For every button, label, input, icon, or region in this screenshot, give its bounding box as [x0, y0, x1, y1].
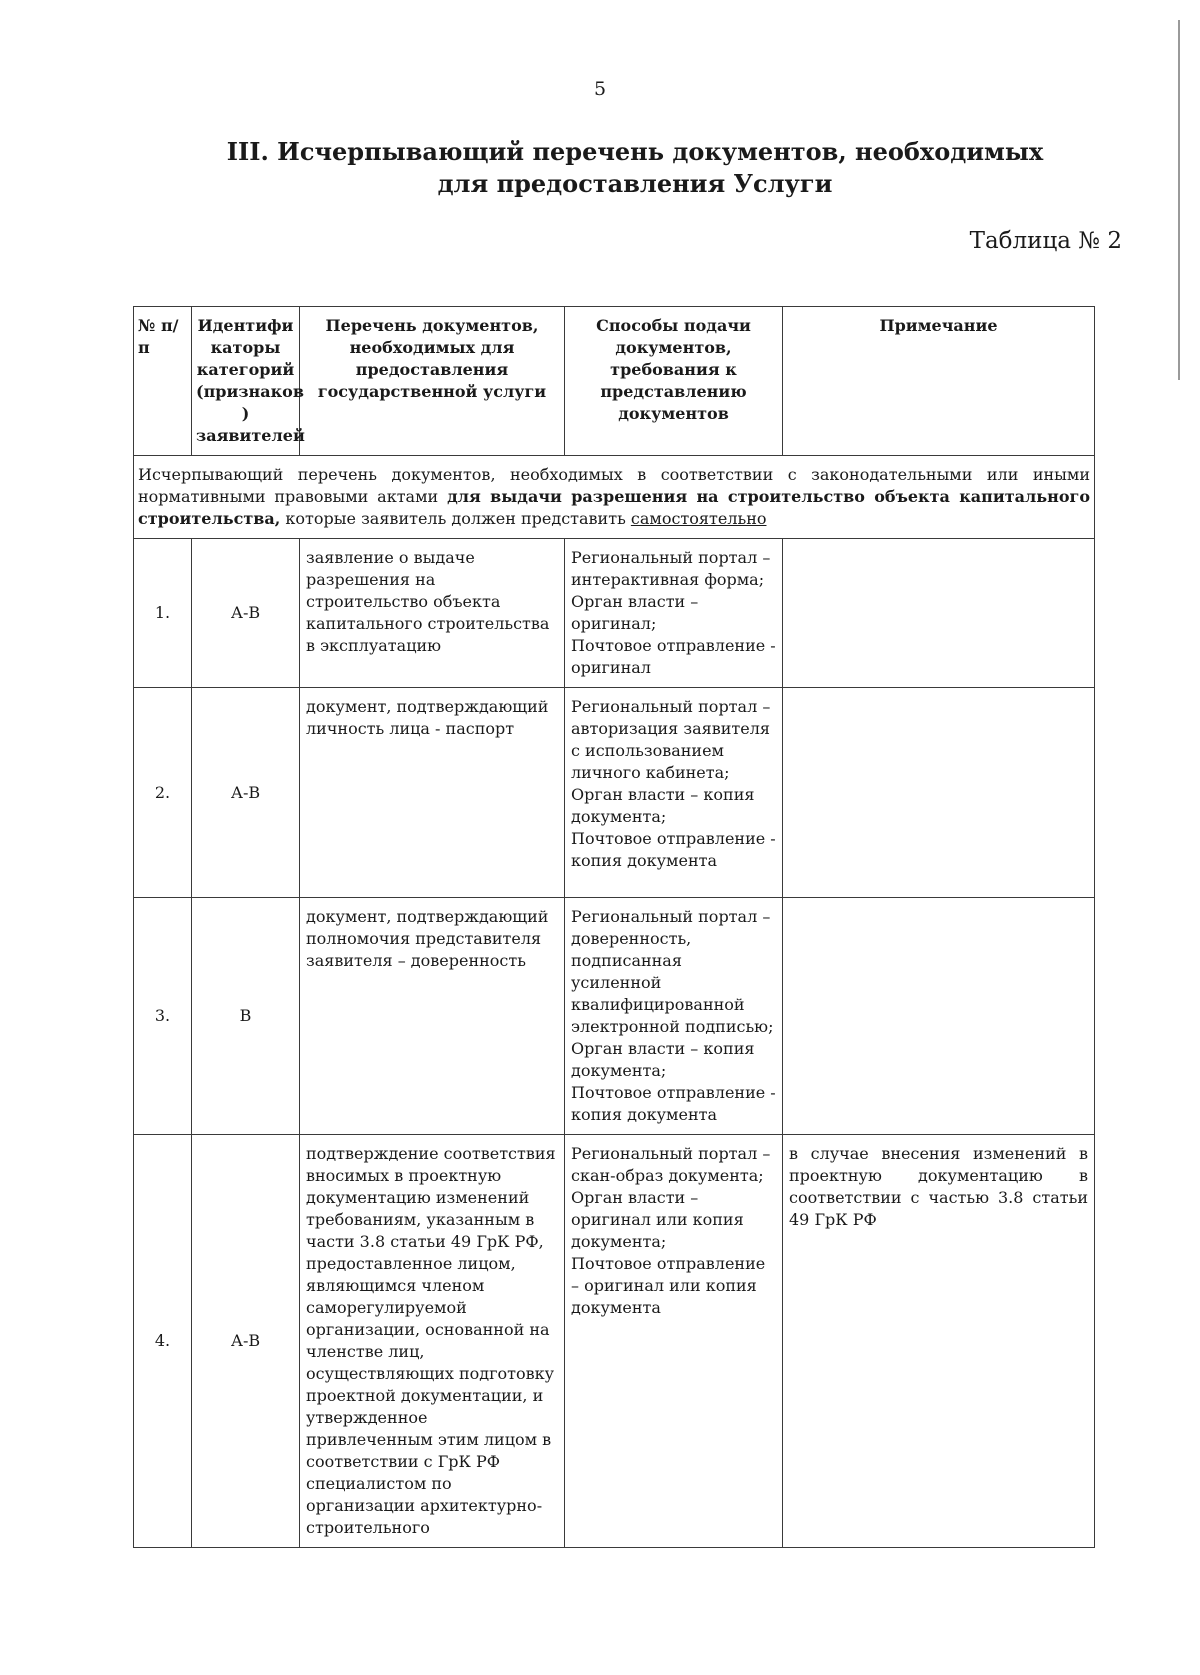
- section-description: [134, 456, 1095, 539]
- row-document: заявление о выдаче разрешения на строительство объекта капитального строительства в эксплуатацию: [300, 539, 565, 688]
- section-text-mid: которые заявитель должен представить: [285, 509, 626, 528]
- row-note: [783, 688, 1095, 898]
- row-document: подтверждение соответствия вносимых в проектную документацию изменений требованиям, указанным в части 3.8 статьи 49 ГрК РФ, предоставленное лицом, являющимся членом саморегулируемой организации, основанной на членстве лиц, осуществляющих подготовку проектной документации, и утвержденное привлеченным этим лицом в соответствии с ГрК РФ специалистом по организации архитектурно-строительного: [300, 1135, 565, 1548]
- table-row: [134, 898, 1095, 1135]
- method-line: Региональный портал – доверенность, подписанная усиленной квалифицированной электронной подписью;: [571, 907, 774, 1036]
- scan-edge-line: [1178, 20, 1180, 380]
- header-methods: Способы подачи документов, требования к представлению документов: [565, 307, 783, 456]
- row-category: А-В: [192, 1135, 300, 1548]
- method-line: Орган власти – копия документа;: [571, 1039, 755, 1080]
- row-category: А-В: [192, 688, 300, 898]
- documents-table: [133, 306, 1095, 1548]
- row-number: 3.: [134, 898, 192, 1135]
- method-line: Региональный портал – авторизация заявителя с использованием личного кабинета;: [571, 697, 771, 782]
- table-row: [134, 539, 1095, 688]
- row-category: А-В: [192, 539, 300, 688]
- section-title-line-2: для предоставления Услуги: [437, 169, 833, 198]
- method-line: Орган власти – оригинал;: [571, 592, 699, 633]
- table-label: Таблица № 2: [969, 228, 1122, 254]
- header-documents: Перечень документов, необходимых для предоставления государственной услуги: [300, 307, 565, 456]
- row-note: [783, 898, 1095, 1135]
- section-row: [134, 456, 1095, 539]
- method-line: Почтовое отправление – оригинал или копия документа: [571, 1254, 766, 1317]
- header-category: Идентифи каторы категорий (признаков ) заявителей: [192, 307, 300, 456]
- row-methods: [565, 1135, 783, 1548]
- section-text-underlined: самостоятельно: [630, 509, 767, 528]
- page-number: 5: [593, 78, 607, 100]
- section-title: [160, 136, 1110, 200]
- method-line: Региональный портал – интерактивная форма;: [571, 548, 771, 589]
- header-number: № п/п: [134, 307, 192, 456]
- table-row: [134, 688, 1095, 898]
- section-title-line-1: III. Исчерпывающий перечень документов, необходимых: [226, 137, 1044, 166]
- method-line: Орган власти – оригинал или копия документа;: [571, 1188, 744, 1251]
- row-methods: [565, 688, 783, 898]
- row-document: документ, подтверждающий личность лица - паспорт: [300, 688, 565, 898]
- row-methods: [565, 539, 783, 688]
- row-category: В: [192, 898, 300, 1135]
- table-header-row: [134, 307, 1095, 456]
- documents-table-wrapper: [133, 306, 1094, 1548]
- section-text-start: Исчерпывающий перечень документов, необходимых в соответствии с законодательными или иными нормативными правовыми актами: [138, 465, 1090, 506]
- row-number: 2.: [134, 688, 192, 898]
- row-note: [783, 539, 1095, 688]
- method-line: Почтовое отправление - копия документа: [571, 829, 776, 870]
- table-row: [134, 1135, 1095, 1548]
- method-line: Почтовое отправление - оригинал: [571, 636, 776, 677]
- row-methods: [565, 898, 783, 1135]
- row-note: в случае внесения изменений в проектную документацию в соответствии с частью 3.8 статьи 49 ГрК РФ: [783, 1135, 1095, 1548]
- section-text-bold: для выдачи разрешения на строительство объекта капитального строительства,: [138, 487, 1090, 528]
- row-number: 4.: [134, 1135, 192, 1548]
- row-document: документ, подтверждающий полномочия представителя заявителя – доверенность: [300, 898, 565, 1135]
- method-line: Орган власти – копия документа;: [571, 785, 755, 826]
- method-line: Региональный портал – скан-образ документа;: [571, 1144, 771, 1185]
- method-line: Почтовое отправление - копия документа: [571, 1083, 776, 1124]
- row-number: 1.: [134, 539, 192, 688]
- header-note: Примечание: [783, 307, 1095, 456]
